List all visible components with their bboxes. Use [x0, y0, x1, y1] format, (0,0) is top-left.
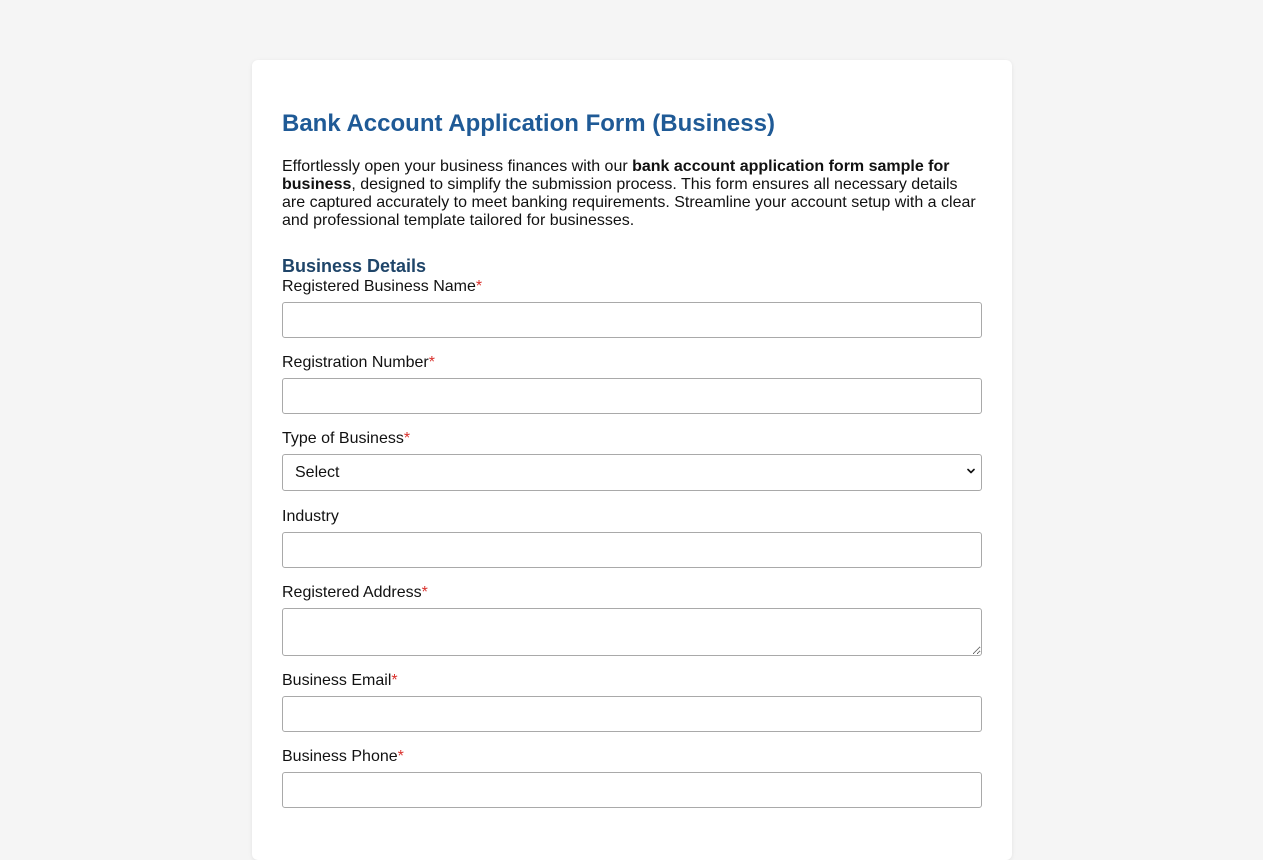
industry-label-text: Industry — [282, 508, 339, 525]
intro-text-bold: bank account application form sample for business — [282, 158, 950, 193]
industry-label — [282, 508, 982, 526]
required-marker: * — [475, 278, 483, 295]
field-business-name — [282, 278, 982, 338]
field-email — [282, 672, 982, 732]
business-type-label — [282, 430, 982, 448]
address-label-text: Registered Address — [282, 584, 422, 601]
email-label-text: Business Email — [282, 672, 392, 689]
required-marker: * — [403, 430, 411, 447]
intro-text-start: Effortlessly open your business finances with our — [282, 158, 633, 175]
phone-label-text: Business Phone — [282, 748, 398, 765]
registration-number-input[interactable] — [282, 378, 982, 414]
required-marker: * — [428, 354, 435, 371]
business-type-selected-value: Select — [295, 463, 340, 481]
form-card — [252, 60, 1012, 860]
intro-text-end: , designed to simplify the submission process. This form ensures all necessary details are captured accurately to meet banking requirements. Streamline your account setup with a clear and professional template tailored for businesses. — [282, 176, 976, 229]
chevron-down-icon — [967, 467, 975, 475]
field-registration-number — [282, 354, 982, 414]
phone-label — [282, 748, 982, 766]
required-marker: * — [421, 584, 428, 601]
business-name-label — [282, 278, 982, 296]
business-type-select[interactable] — [282, 454, 982, 491]
section-heading-business-details: Business Details — [282, 256, 427, 276]
registration-number-label-text: Registration Number — [282, 354, 429, 371]
page-title: Bank Account Application Form (Business) — [282, 110, 775, 137]
business-name-input[interactable] — [282, 302, 982, 338]
address-label — [282, 584, 982, 602]
address-textarea[interactable] — [282, 608, 982, 656]
field-industry — [282, 508, 982, 568]
required-marker: * — [391, 672, 398, 689]
business-type-label-text: Type of Business — [282, 430, 404, 447]
registration-number-label — [282, 354, 982, 372]
email-input[interactable] — [282, 696, 982, 732]
required-marker: * — [397, 748, 404, 765]
business-name-label-text: Registered Business Name — [282, 278, 476, 295]
field-phone — [282, 748, 982, 808]
phone-input[interactable] — [282, 772, 982, 808]
industry-input[interactable] — [282, 532, 982, 568]
field-business-type — [282, 430, 982, 491]
field-address — [282, 584, 982, 656]
email-label — [282, 672, 982, 690]
form-intro — [282, 158, 982, 230]
